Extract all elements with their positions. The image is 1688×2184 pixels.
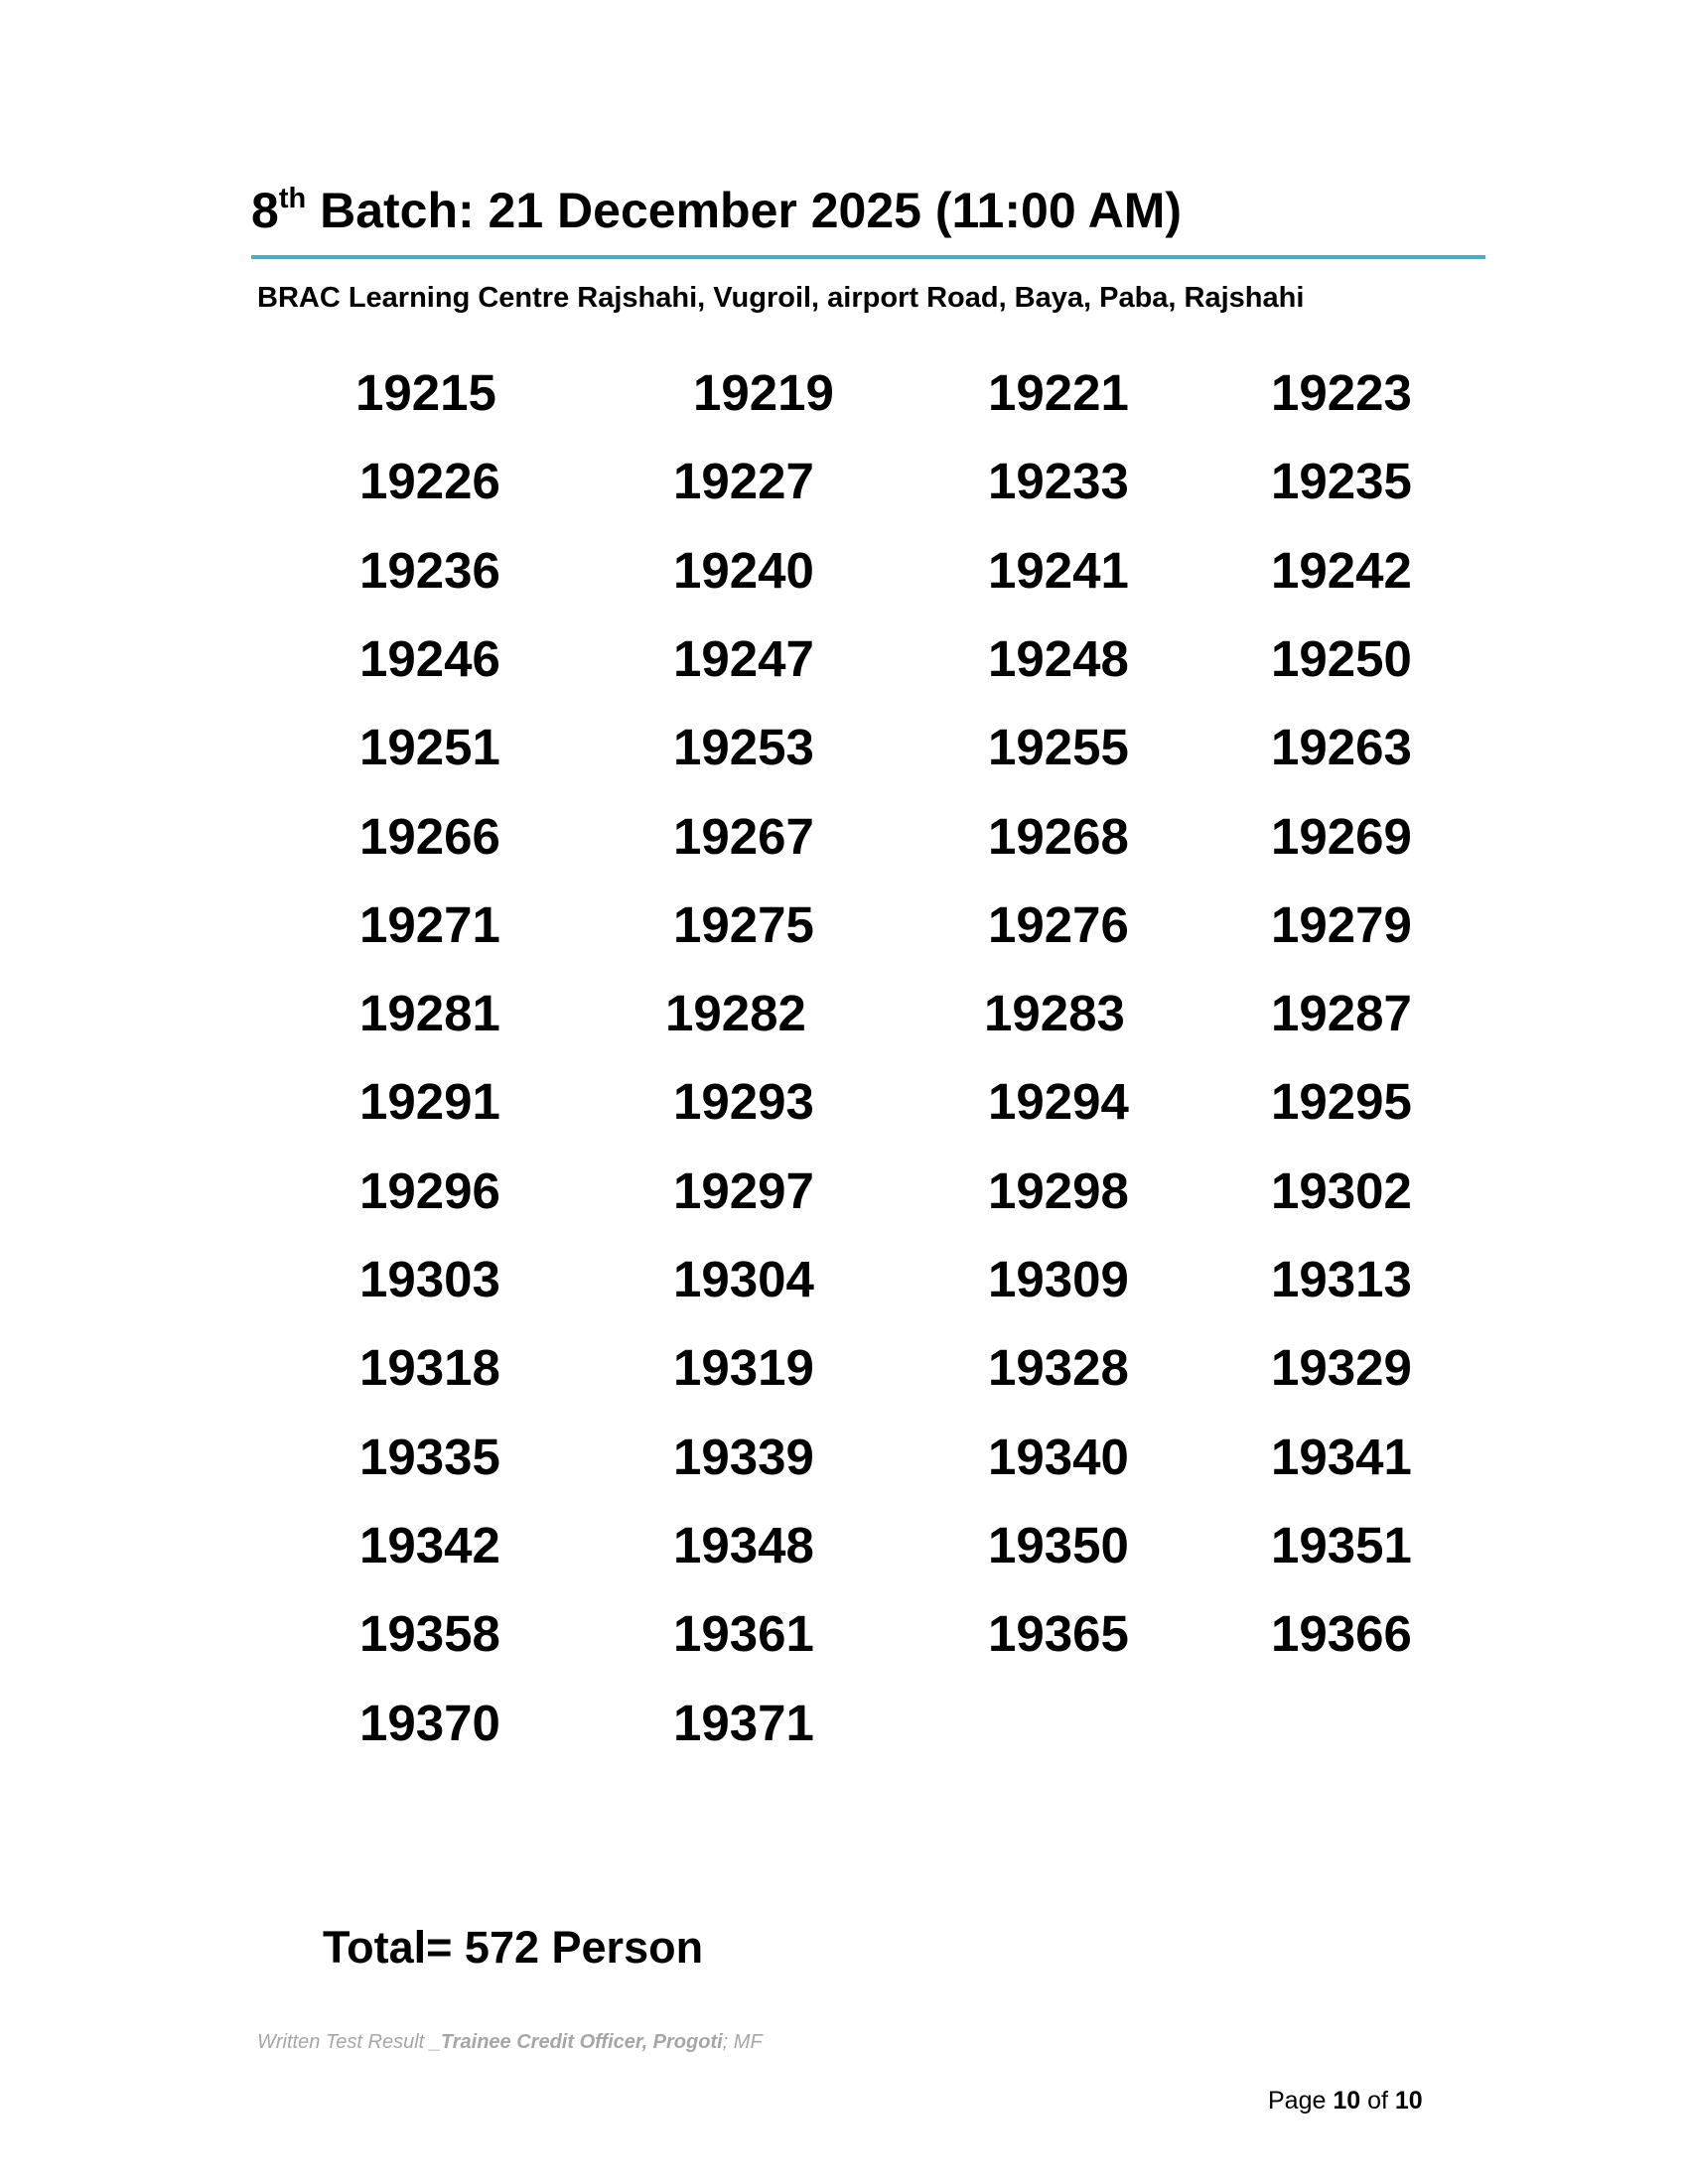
roll-number: 19235 xyxy=(1271,453,1412,510)
total-pages: 10 xyxy=(1394,2087,1423,2115)
roll-number: 19241 xyxy=(988,541,1129,599)
roll-number: 19255 xyxy=(988,719,1129,776)
roll-number: 19335 xyxy=(359,1428,500,1485)
footer-note xyxy=(257,2029,763,2055)
roll-number: 19319 xyxy=(673,1339,814,1397)
roll-number: 19303 xyxy=(359,1251,500,1307)
roll-number: 19247 xyxy=(673,629,814,687)
roll-number: 19287 xyxy=(1271,985,1412,1042)
roll-number: 19339 xyxy=(673,1428,814,1485)
roll-number: 19371 xyxy=(673,1694,814,1751)
page-number xyxy=(1268,2085,1423,2116)
roll-number: 19351 xyxy=(1271,1516,1412,1573)
roll-number: 19341 xyxy=(1271,1428,1412,1485)
roll-number: 19361 xyxy=(673,1605,814,1663)
roll-number: 19226 xyxy=(359,453,500,510)
batch-date-time: Batch: 21 December 2025 (11:00 AM) xyxy=(306,183,1183,238)
roll-number: 19298 xyxy=(988,1161,1129,1219)
footer-position: Trainee Credit Officer, Progoti xyxy=(440,2031,723,2053)
venue-address: BRAC Learning Centre Rajshahi, Vugroil, airport Road, Baya, Paba, Rajshahi xyxy=(257,282,1305,314)
roll-number: 19328 xyxy=(988,1339,1129,1397)
roll-number: 19233 xyxy=(988,453,1129,510)
roll-number: 19318 xyxy=(359,1339,500,1397)
roll-number: 19304 xyxy=(673,1251,814,1307)
roll-number: 19251 xyxy=(359,719,500,776)
batch-number: 8 xyxy=(251,183,279,238)
roll-number: 19281 xyxy=(359,985,500,1042)
roll-number: 19350 xyxy=(988,1516,1129,1573)
roll-number: 19294 xyxy=(988,1073,1129,1131)
roll-number: 19291 xyxy=(359,1073,500,1131)
roll-number: 19240 xyxy=(673,541,814,599)
roll-number: 19295 xyxy=(1271,1073,1412,1131)
roll-number: 19215 xyxy=(355,364,496,421)
roll-number: 19221 xyxy=(988,364,1129,421)
roll-number: 19348 xyxy=(673,1516,814,1573)
page-word: Page xyxy=(1268,2087,1334,2115)
roll-number: 19219 xyxy=(693,364,834,421)
roll-number: 19271 xyxy=(359,895,500,953)
roll-number: 19282 xyxy=(665,985,806,1042)
roll-number: 19340 xyxy=(988,1428,1129,1485)
current-page: 10 xyxy=(1333,2087,1361,2115)
roll-number: 19248 xyxy=(988,629,1129,687)
roll-number: 19279 xyxy=(1271,895,1412,953)
roll-number: 19268 xyxy=(988,807,1129,865)
footer-prefix: Written Test Result _ xyxy=(257,2031,441,2053)
roll-number: 19283 xyxy=(984,985,1125,1042)
roll-number: 19297 xyxy=(673,1161,814,1219)
roll-number: 19370 xyxy=(359,1694,500,1751)
roll-number: 19263 xyxy=(1271,719,1412,776)
roll-number: 19246 xyxy=(359,629,500,687)
roll-number: 19296 xyxy=(359,1161,500,1219)
roll-number: 19329 xyxy=(1271,1339,1412,1397)
of-word: of xyxy=(1360,2087,1395,2115)
roll-number: 19309 xyxy=(988,1251,1129,1307)
roll-number: 19269 xyxy=(1271,807,1412,865)
roll-number: 19276 xyxy=(988,895,1129,953)
roll-number: 19342 xyxy=(359,1516,500,1573)
roll-number: 19275 xyxy=(673,895,814,953)
roll-number: 19313 xyxy=(1271,1251,1412,1307)
roll-number: 19223 xyxy=(1271,364,1412,421)
roll-number: 19358 xyxy=(359,1605,500,1663)
roll-number: 19242 xyxy=(1271,541,1412,599)
roll-number: 19293 xyxy=(673,1073,814,1131)
roll-number: 19267 xyxy=(673,807,814,865)
roll-number: 19253 xyxy=(673,719,814,776)
roll-number: 19266 xyxy=(359,807,500,865)
roll-number: 19366 xyxy=(1271,1605,1412,1663)
batch-ordinal-suffix: th xyxy=(278,183,307,214)
roll-number: 19250 xyxy=(1271,629,1412,687)
roll-number: 19302 xyxy=(1271,1161,1412,1219)
total-count: Total= 572 Person xyxy=(323,1922,704,1973)
footer-suffix: ; MF xyxy=(722,2031,763,2053)
roll-number: 19365 xyxy=(988,1605,1129,1663)
roll-number: 19227 xyxy=(673,453,814,510)
roll-number: 19236 xyxy=(359,541,500,599)
